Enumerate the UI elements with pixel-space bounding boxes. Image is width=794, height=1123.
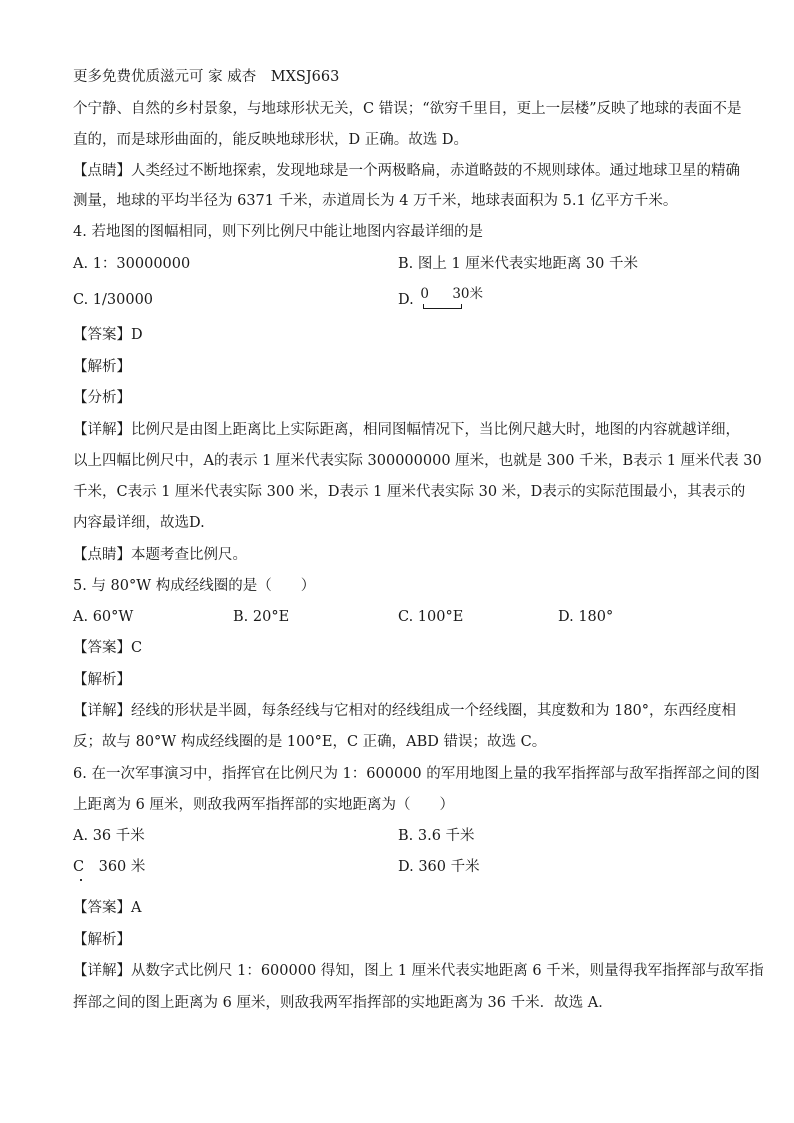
q4-option-c: C. 1/30000: [73, 292, 154, 308]
q4-option-b: B. 图上 1 厘米代表实地距离 30 千米: [398, 256, 638, 272]
q4-analysis-heading: 【解析】: [73, 359, 131, 375]
q5-stem: 5. 与 80°W 构成经线圈的是（ ）: [73, 578, 316, 594]
q4-detail-line-4: 内容最详细，故选D.: [73, 515, 205, 531]
line-scale-graphic: [420, 286, 492, 310]
q3-note-line-2: 测量，地球的平均半径为 6371 千米，赤道周长为 4 万千米，地球表面积为 5.1 亿平方千米。: [73, 193, 678, 209]
header-watermark-text: 更多免费优质滋元可 家 威杏 MXSJ663: [73, 69, 340, 85]
q6-analysis-heading: 【解析】: [73, 932, 131, 948]
q5-detail-line-1: 【详解】经线的形状是半圆，每条经线与它相对的经线组成一个经线圈，其度数和为 180°，东西经度相: [73, 703, 737, 719]
q4-option-d-label: D.: [398, 292, 414, 308]
q3-explanation-line-2: 直的，而是球形曲面的，能反映地球形状，D 正确。故选 D。: [73, 132, 468, 148]
q4-answer: 【答案】D: [73, 327, 143, 343]
q6-option-a: A. 36 千米: [73, 828, 145, 844]
stray-dot-mark: [80, 879, 82, 881]
q6-detail-line-1: 【详解】从数字式比例尺 1：600000 得知，图上 1 厘米代表实地距离 6 千米，则量得我军指挥部与敌军指: [73, 963, 764, 979]
q5-option-b: B. 20°E: [233, 609, 290, 625]
q6-answer: 【答案】A: [73, 900, 142, 916]
q4-note: 【点睛】本题考查比例尺。: [73, 547, 247, 563]
q4-detail-line-1: 【详解】比例尺是由图上距离比上实际距离，相同图幅情况下，当比例尺越大时，地图的内容就越详细，: [73, 422, 740, 438]
scale-zero-label: 0: [420, 286, 429, 302]
q4-detail-line-2: 以上四幅比例尺中，A的表示 1 厘米代表实际 300000000 厘米，也就是 300 千米，B表示 1 厘米代表 30: [73, 453, 762, 469]
q5-analysis-heading: 【解析】: [73, 672, 131, 688]
q6-stem-line-1: 6. 在一次军事演习中，指挥官在比例尺为 1：600000 的军用地图上量的我军指挥部与敌军指挥部之间的图: [73, 766, 760, 782]
q4-fenxi-heading: 【分析】: [73, 390, 131, 406]
q5-option-c: C. 100°E: [398, 609, 464, 625]
q4-detail-line-3: 千米，C表示 1 厘米代表实际 300 米，D表示 1 厘米代表实际 30 米，D表示的实际范围最小，其表示的: [73, 484, 746, 500]
q6-option-d: D. 360 千米: [398, 859, 480, 875]
q6-option-b: B. 3.6 千米: [398, 828, 475, 844]
q4-option-d: [398, 286, 492, 310]
q5-detail-line-2: 反；故与 80°W 构成经线圈的是 100°E，C 正确，ABD 错误；故选 C。: [73, 734, 547, 750]
scale-thirty-label: 30米: [452, 286, 484, 302]
q5-option-d: D. 180°: [558, 609, 614, 625]
q6-option-c: C 360 米: [73, 859, 146, 875]
q3-note-line-1: 【点睛】人类经过不断地探索，发现地球是一个两极略扁，赤道略鼓的不规则球体。通过地球卫星的精确: [73, 163, 740, 179]
q5-option-a: A. 60°W: [73, 609, 134, 625]
q6-stem-line-2: 上距离为 6 厘米，则敌我两军指挥部的实地距离为（ ）: [73, 797, 454, 813]
scale-bar: [423, 304, 462, 309]
q3-explanation-line-1: 个宁静、自然的乡村景象，与地球形状无关，C 错误；“欲穷千里目，更上一层楼”反映了地球的表面不是: [73, 101, 742, 117]
q5-answer: 【答案】C: [73, 640, 143, 656]
q4-stem: 4. 若地图的图幅相同，则下列比例尺中能让地图内容最详细的是: [73, 224, 483, 240]
q6-detail-line-2: 挥部之间的图上距离为 6 厘米，则敌我两军指挥部的实地距离为 36 千米．故选 A．: [73, 995, 613, 1011]
q4-option-a: A. 1：30000000: [73, 256, 191, 272]
